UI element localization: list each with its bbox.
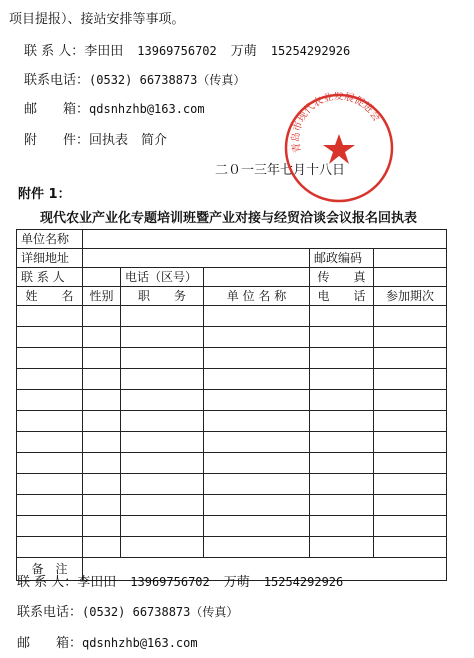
table-cell[interactable]: [374, 327, 447, 348]
table-cell[interactable]: [83, 495, 121, 516]
registration-form-table: [16, 229, 447, 581]
footer-email-line: [17, 632, 198, 651]
table-cell[interactable]: [17, 327, 83, 348]
contact-phone-1: 13969756702: [137, 44, 217, 58]
table-cell[interactable]: [121, 474, 204, 495]
table-cell[interactable]: [374, 369, 447, 390]
contact-person-2: 万萌: [230, 44, 257, 59]
official-seal: [283, 92, 395, 204]
postcode-label: 邮政编码: [310, 249, 374, 268]
email-label: 邮 箱：: [24, 102, 90, 117]
footer-email-value[interactable]: qdsnhzhb@163.com: [82, 636, 198, 650]
table-cell[interactable]: [121, 390, 204, 411]
table-cell[interactable]: [310, 306, 374, 327]
table-cell[interactable]: [121, 369, 204, 390]
tel-label: 联系电话：: [24, 73, 90, 88]
intro-attach-line: [24, 129, 167, 148]
table-cell[interactable]: [204, 474, 310, 495]
table-cell[interactable]: [204, 390, 310, 411]
fax-field[interactable]: [374, 268, 447, 287]
table-cell[interactable]: [17, 537, 83, 558]
table-cell[interactable]: [374, 432, 447, 453]
table-cell[interactable]: [17, 390, 83, 411]
table-cell[interactable]: [204, 348, 310, 369]
table-cell[interactable]: [121, 348, 204, 369]
unit-name-field[interactable]: [83, 230, 447, 249]
table-cell[interactable]: [310, 537, 374, 558]
column-header: 电 话: [310, 287, 374, 306]
table-cell[interactable]: [83, 474, 121, 495]
email-value[interactable]: qdsnhzhb@163.com: [89, 102, 205, 116]
table-cell[interactable]: [374, 306, 447, 327]
postcode-field[interactable]: [374, 249, 447, 268]
fax-label: 传 真: [310, 268, 374, 287]
table-row: [17, 306, 447, 327]
table-cell[interactable]: [204, 516, 310, 537]
table-cell[interactable]: [17, 495, 83, 516]
table-cell[interactable]: [17, 432, 83, 453]
table-cell[interactable]: [310, 432, 374, 453]
table-row: [17, 474, 447, 495]
table-row: [17, 348, 447, 369]
table-cell[interactable]: [121, 327, 204, 348]
table-cell[interactable]: [204, 537, 310, 558]
table-cell[interactable]: [310, 516, 374, 537]
table-cell[interactable]: [17, 453, 83, 474]
table-cell[interactable]: [374, 516, 447, 537]
table-cell[interactable]: [83, 432, 121, 453]
unit-name-label: 单位名称: [17, 230, 83, 249]
table-cell[interactable]: [310, 453, 374, 474]
table-row: [17, 432, 447, 453]
footer-contact-line: [17, 571, 343, 590]
contact-person-label: 联 系 人: [17, 268, 83, 287]
table-cell[interactable]: [310, 348, 374, 369]
table-cell[interactable]: [374, 348, 447, 369]
contact-person-field[interactable]: [83, 268, 121, 287]
table-cell[interactable]: [374, 453, 447, 474]
table-cell[interactable]: [121, 432, 204, 453]
intro-email-line: [24, 98, 205, 117]
table-cell[interactable]: [121, 495, 204, 516]
table-cell[interactable]: [310, 411, 374, 432]
footer-tel-line: [17, 601, 238, 620]
table-cell[interactable]: [374, 537, 447, 558]
table-cell[interactable]: [121, 453, 204, 474]
table-cell[interactable]: [374, 390, 447, 411]
footer-contact-label: 联 系 人：: [17, 575, 78, 590]
address-field[interactable]: [83, 249, 310, 268]
table-cell[interactable]: [310, 390, 374, 411]
address-label: 详细地址: [17, 249, 83, 268]
table-cell[interactable]: [83, 516, 121, 537]
intro-contact-line: [24, 40, 350, 59]
table-cell[interactable]: [17, 348, 83, 369]
table-row: [17, 516, 447, 537]
table-cell[interactable]: [121, 306, 204, 327]
column-header: 参加期次: [374, 287, 447, 306]
footer-tel-value: (0532) 66738873（传真）: [82, 605, 239, 619]
table-row: [17, 495, 447, 516]
table-row: [17, 411, 447, 432]
table-cell[interactable]: [204, 327, 310, 348]
table-cell[interactable]: [121, 411, 204, 432]
table-cell[interactable]: [204, 411, 310, 432]
column-header: 性别: [83, 287, 121, 306]
table-cell[interactable]: [310, 474, 374, 495]
footer-contact-person-2: 万萌: [223, 575, 250, 590]
table-row: [17, 537, 447, 558]
footer-email-label: 邮 箱：: [17, 636, 83, 651]
column-header: 单 位 名 称: [204, 287, 310, 306]
column-header: 姓 名: [17, 287, 83, 306]
attachment-label: 附件 1：: [18, 187, 71, 202]
table-cell[interactable]: [310, 369, 374, 390]
table-data-body: [17, 306, 447, 558]
table-cell[interactable]: [83, 453, 121, 474]
attach-label: 附 件：: [24, 133, 90, 148]
table-cell[interactable]: [310, 327, 374, 348]
intro-tel-line: [24, 69, 245, 88]
intro-tail-text: 项目提报）、接站安排等事项。: [9, 12, 185, 27]
table-cell[interactable]: [83, 306, 121, 327]
column-header: 职 务: [121, 287, 204, 306]
table-cell[interactable]: [374, 474, 447, 495]
table-cell[interactable]: [83, 411, 121, 432]
attach-items: 回执表 简介: [89, 133, 168, 148]
table-cell[interactable]: [374, 495, 447, 516]
table-cell[interactable]: [204, 369, 310, 390]
footer-contact-phone-2: 15254292926: [263, 575, 344, 589]
table-cell[interactable]: [83, 348, 121, 369]
table-cell[interactable]: [83, 369, 121, 390]
table-cell[interactable]: [83, 327, 121, 348]
table-cell[interactable]: [17, 369, 83, 390]
phone-area-field[interactable]: [204, 268, 310, 287]
table-row: [17, 453, 447, 474]
remark-label: 备 注: [17, 558, 83, 581]
table-cell[interactable]: [17, 474, 83, 495]
table-cell[interactable]: [204, 453, 310, 474]
table-cell[interactable]: [310, 495, 374, 516]
table-cell[interactable]: [121, 516, 204, 537]
tel-value: (0532) 66738873（传真）: [89, 73, 246, 87]
contact-phone-2: 15254292926: [270, 44, 351, 58]
table-row: [17, 390, 447, 411]
document-date: 二０一三年七月十八日: [215, 163, 346, 178]
footer-contact-person-1: 李田田: [77, 575, 117, 590]
table-cell[interactable]: [204, 432, 310, 453]
table-cell[interactable]: [204, 495, 310, 516]
svg-text:青岛市现代农业发展促进会: 青岛市现代农业发展促进会: [290, 92, 382, 154]
table-cell[interactable]: [83, 537, 121, 558]
table-cell[interactable]: [17, 411, 83, 432]
contact-person-1: 李田田: [84, 44, 124, 59]
contact-label: 联 系 人：: [24, 44, 85, 59]
table-row: [17, 327, 447, 348]
table-header-row: [17, 287, 447, 306]
table-cell[interactable]: [121, 537, 204, 558]
table-cell[interactable]: [83, 390, 121, 411]
table-cell[interactable]: [374, 411, 447, 432]
table-cell[interactable]: [17, 306, 83, 327]
footer-contact-phone-1: 13969756702: [130, 575, 210, 589]
table-cell[interactable]: [17, 516, 83, 537]
form-title: 现代农业产业化专题培训班暨产业对接与经贸洽谈会议报名回执表: [40, 211, 418, 226]
phone-area-label: 电话（区号）: [121, 268, 204, 287]
footer-tel-label: 联系电话：: [17, 605, 83, 620]
table-row: [17, 369, 447, 390]
table-cell[interactable]: [204, 306, 310, 327]
